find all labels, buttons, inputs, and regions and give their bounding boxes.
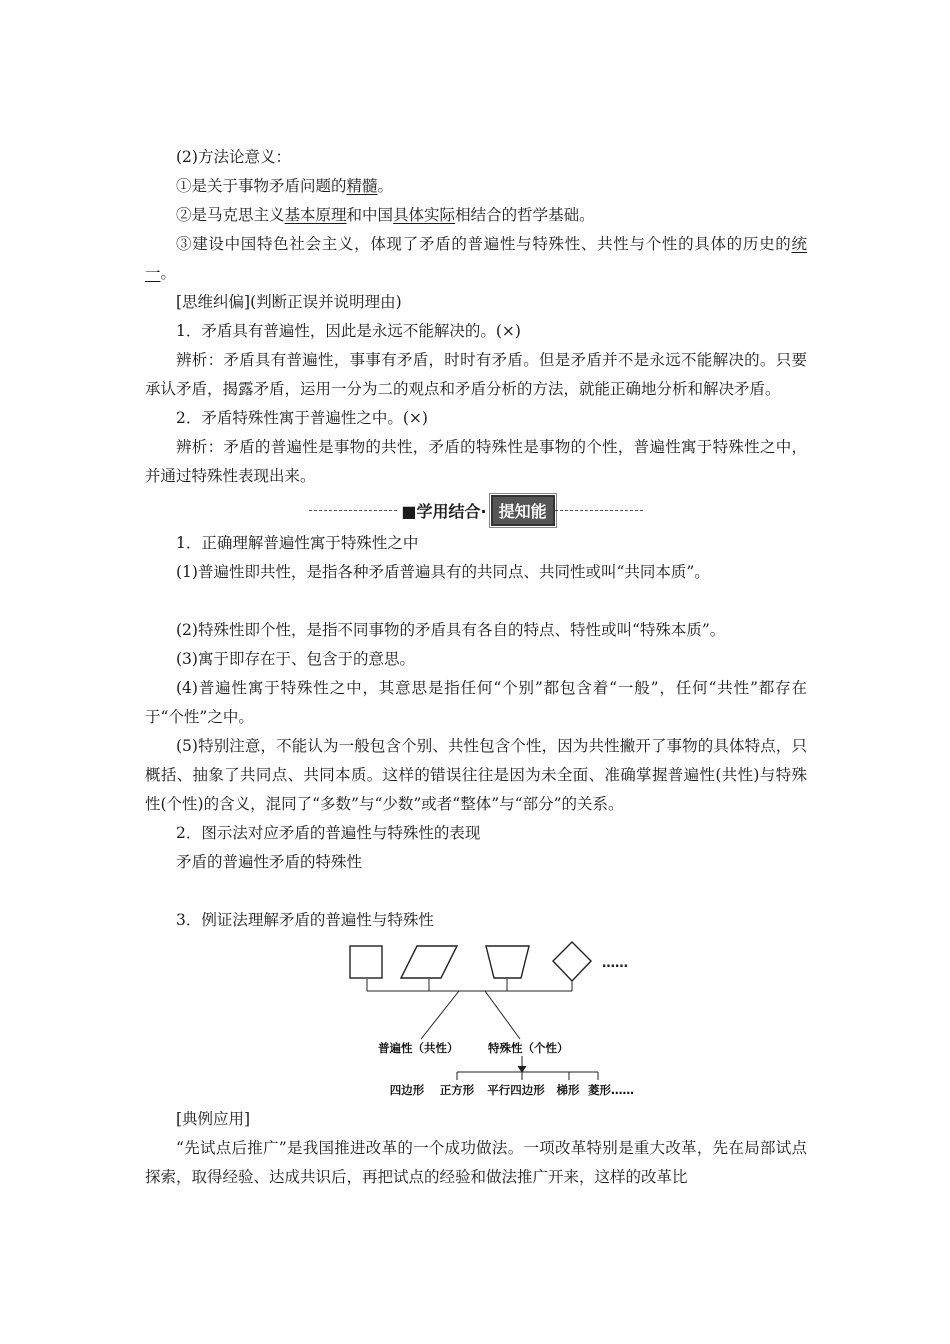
trapezoid-shape: [486, 946, 529, 978]
method-heading: (2)方法论意义：: [176, 148, 291, 166]
blank-line: [145, 877, 807, 906]
section-point-4: (4)普遍性寓于特殊性之中，其意思是指任何“个别”都包含着“一般”，任何“共性”都存在于“个性”之中。: [145, 679, 807, 726]
rhombus-label: 菱形……: [588, 1083, 634, 1097]
rhombus-shape: [553, 942, 591, 981]
example-text: “先试点后推广”是我国推进改革的一个成功做法。一项改革特别是重大改革，先在局部试点探索，取得经验、达成共识后，再把试点的经验和做法推广开来，这样的改革比: [145, 1139, 807, 1186]
section-point-2: (2)特殊性即个性，是指不同事物的矛盾具有各自的特点、特性或叫“特殊本质”。: [176, 621, 726, 639]
quadrilateral-diagram: [145, 935, 807, 1105]
section-divider: [145, 492, 807, 528]
down-arrow-head: [518, 1066, 526, 1072]
particular-label: 特殊性（个性）: [488, 1041, 569, 1055]
square-shape: [350, 946, 382, 978]
section-point-3: (3)寓于即存在于、包含于的意思。: [176, 650, 415, 668]
thinking-question-1: 1．矛盾具有普遍性，因此是永远不能解决的。(×): [176, 322, 521, 340]
diagram-dots: ……: [602, 956, 628, 971]
section-title-1: 1．正确理解普遍性寓于特殊性之中: [176, 534, 419, 552]
section-title-3: 3．例证法理解矛盾的普遍性与特殊性: [176, 911, 434, 929]
thinking-analysis-1: 辨析：矛盾具有普遍性，事事有矛盾，时时有矛盾。但是矛盾并不是永远不能解决的。只要承认矛盾，揭露矛盾，运用一分为二的观点和矛盾分析的方法，就能正确地分析和解决矛盾。: [145, 351, 807, 398]
blank-line: [145, 587, 807, 616]
section-title-2-line: 矛盾的普遍性矛盾的特殊性: [176, 853, 363, 871]
diagram-connectors: [367, 979, 598, 1080]
trapezoid-label: 梯形: [556, 1083, 580, 1097]
thinking-analysis-2: 辨析：矛盾的普遍性是事物的共性，矛盾的特殊性是事物的个性，普遍性寓于特殊性之中，并通过特殊性表现出来。: [145, 438, 807, 485]
method-point-2: ②是马克思主义基本原理和中国具体实际相结合的哲学基础。: [176, 206, 595, 224]
section-title-2: 2．图示法对应矛盾的普遍性与特殊性的表现: [176, 824, 481, 842]
thinking-heading: [思维纠偏](判断正误并说明理由): [176, 293, 402, 311]
quadrilateral-label: 四边形: [389, 1083, 425, 1097]
divider-dash-left: [309, 510, 397, 511]
underlined-term: 精髓: [346, 177, 378, 195]
method-point-1: ①是关于事物矛盾问题的精髓。: [176, 177, 394, 195]
divider-highlight: 提知能: [491, 495, 555, 526]
section-point-5: (5)特别注意，不能认为一般包含个别、共性包含个性，因为共性撇开了事物的具体特点，只概括、抽象了共同点、共同本质。这样的错误往往是因为未全面、准确掌握普遍性(共性)与特殊性(个性)的含义，混同了“多数”与“少数”或者“整体”与“部分”的关系。: [145, 737, 807, 813]
branch-line-right: [485, 991, 520, 1039]
universal-label: 普遍性（共性）: [378, 1041, 459, 1055]
example-heading: [典例应用]: [176, 1110, 251, 1128]
thinking-question-2: 2．矛盾特殊性寓于普遍性之中。(×): [176, 409, 428, 427]
method-point-3: ③建设中国特色社会主义，体现了矛盾的普遍性与特殊性、共性与个性的具体的历史的统一。: [145, 235, 807, 282]
underlined-term: 基本原理: [284, 206, 347, 224]
parallelogram-shape: [401, 946, 457, 978]
underlined-term: 统一: [145, 235, 807, 282]
divider-title: ■学用结合·: [401, 501, 487, 521]
diagram-svg: [145, 935, 807, 1105]
square-label: 正方形: [439, 1083, 475, 1097]
parallelogram-label: 平行四边形: [487, 1083, 545, 1097]
branch-line-left: [421, 991, 459, 1039]
underlined-term: 具体实际: [393, 206, 456, 224]
divider-dash-right: [555, 510, 643, 511]
section-point-1: (1)普遍性即共性，是指各种矛盾普遍具有的共同点、共同性或叫“共同本质”。: [176, 563, 710, 581]
document-page: [145, 143, 807, 1192]
